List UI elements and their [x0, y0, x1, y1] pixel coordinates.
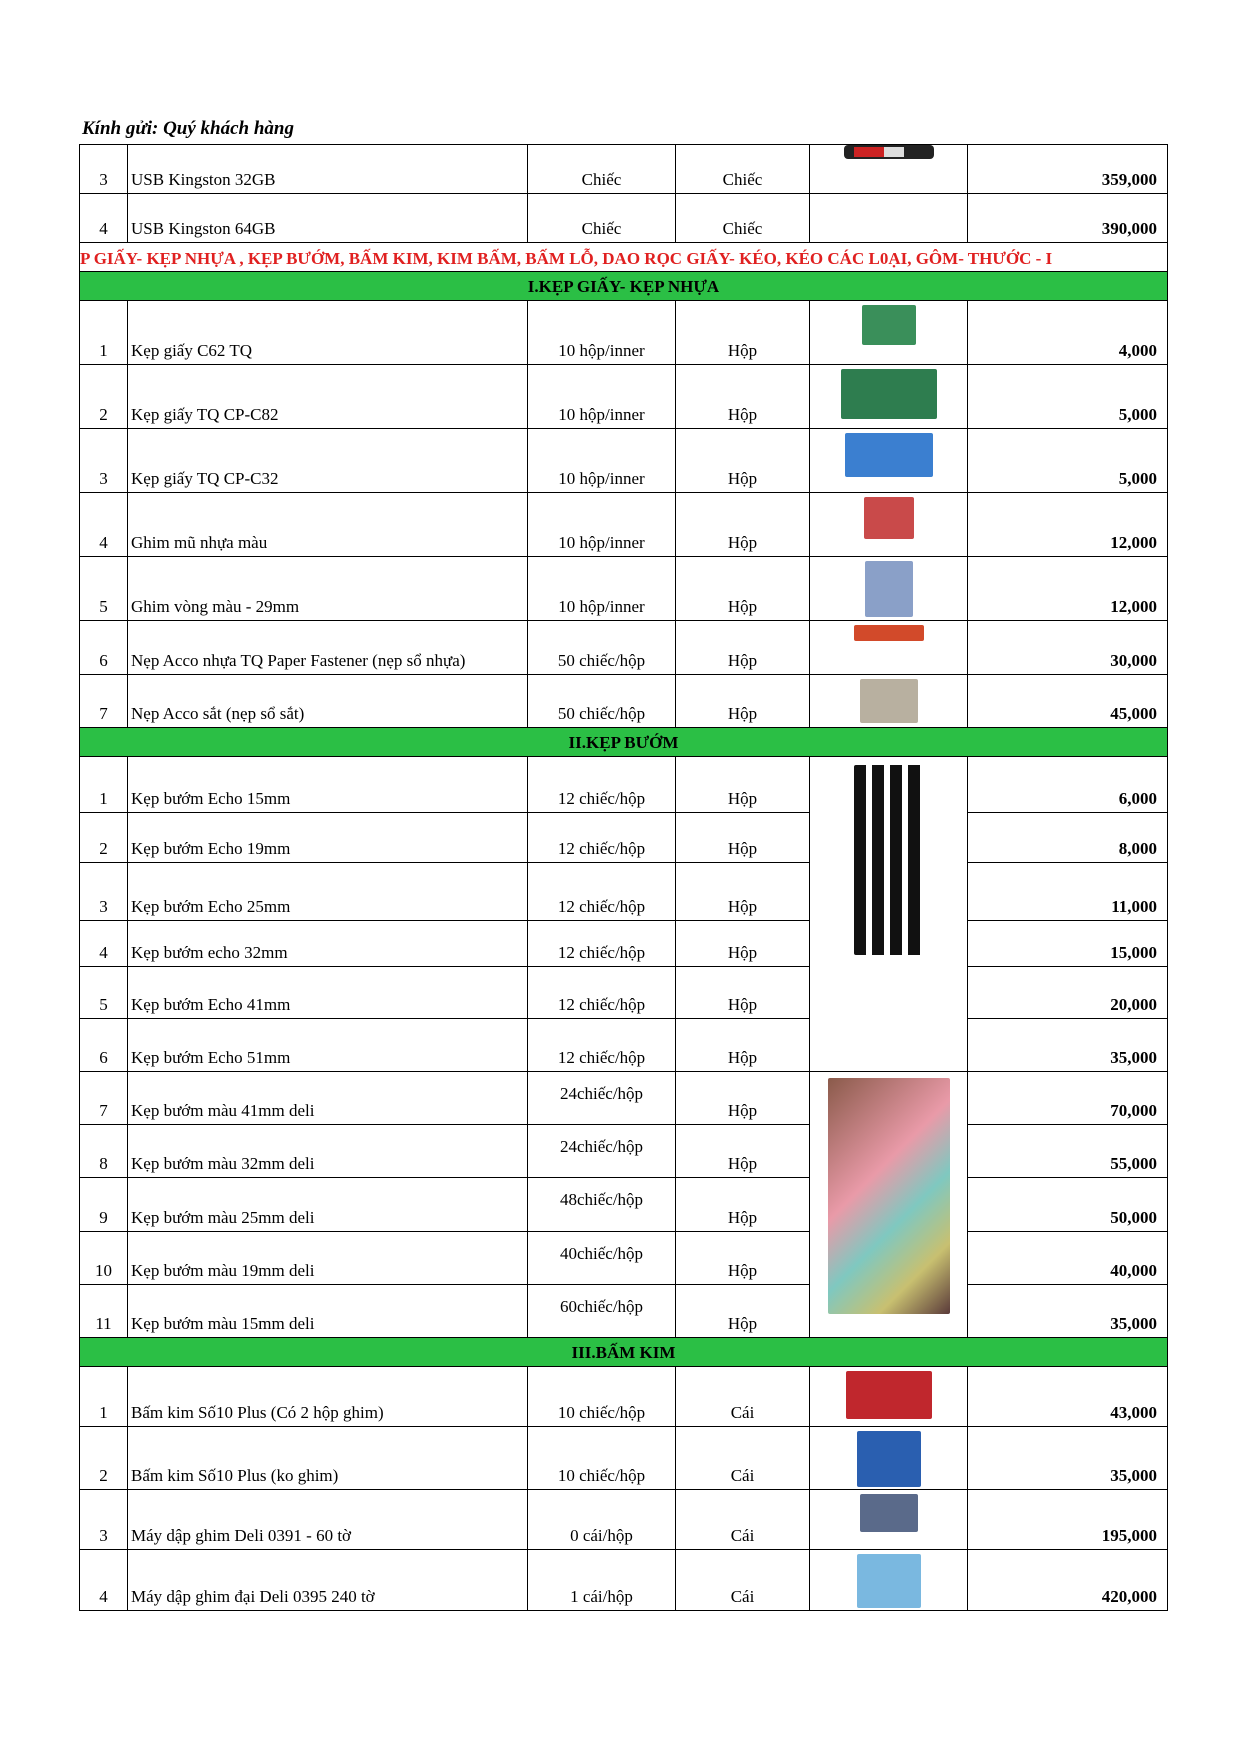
product-image-cell	[810, 557, 968, 621]
product-name: Máy dập ghim Deli 0391 - 60 tờ	[128, 1490, 528, 1550]
packing-spec: Chiếc	[528, 145, 676, 194]
product-image-cell	[810, 1550, 968, 1611]
unit: Chiếc	[676, 145, 810, 194]
table-row	[80, 1427, 1168, 1490]
row-number: 1	[80, 301, 128, 365]
table-row	[80, 194, 1168, 243]
product-name: Kẹp bướm Echo 51mm	[128, 1019, 528, 1072]
product-name: Kẹp bướm echo 32mm	[128, 921, 528, 967]
packing-spec: 12 chiếc/hộp	[528, 1019, 676, 1072]
price: 5,000	[968, 429, 1168, 493]
row-number: 6	[80, 1019, 128, 1072]
product-name: Kẹp bướm màu 32mm deli	[128, 1125, 528, 1178]
row-number: 6	[80, 621, 128, 675]
price: 50,000	[968, 1178, 1168, 1232]
product-image-cell	[810, 429, 968, 493]
product-name: USB Kingston 64GB	[128, 194, 528, 243]
packing-spec: 0 cái/hộp	[528, 1490, 676, 1550]
price: 8,000	[968, 813, 1168, 863]
price: 15,000	[968, 921, 1168, 967]
product-image-cell	[810, 194, 968, 243]
row-number: 4	[80, 194, 128, 243]
row-number: 2	[80, 365, 128, 429]
product-image	[864, 497, 914, 539]
unit: Cái	[676, 1367, 810, 1427]
price: 35,000	[968, 1019, 1168, 1072]
packing-spec: 40chiếc/hộp	[528, 1232, 676, 1285]
section-header-row	[80, 728, 1168, 757]
product-image-cell	[810, 675, 968, 728]
unit: Cái	[676, 1550, 810, 1611]
row-number: 3	[80, 1490, 128, 1550]
row-number: 2	[80, 813, 128, 863]
section-header-row	[80, 1338, 1168, 1367]
section-title: III.BẤM KIM	[80, 1338, 1168, 1367]
product-image-cell	[810, 493, 968, 557]
price: 195,000	[968, 1490, 1168, 1550]
unit: Hộp	[676, 813, 810, 863]
packing-spec: 12 chiếc/hộp	[528, 921, 676, 967]
product-name: Nẹp Acco nhựa TQ Paper Fastener (nẹp sổ nhựa)	[128, 621, 528, 675]
row-number: 11	[80, 1285, 128, 1338]
packing-spec: 24chiếc/hộp	[528, 1125, 676, 1178]
row-number: 10	[80, 1232, 128, 1285]
packing-spec: 1 cái/hộp	[528, 1550, 676, 1611]
packing-spec: 48chiếc/hộp	[528, 1178, 676, 1232]
unit: Hộp	[676, 493, 810, 557]
product-image	[865, 561, 913, 617]
row-number: 4	[80, 493, 128, 557]
price: 40,000	[968, 1232, 1168, 1285]
table-row	[80, 863, 1168, 921]
product-image	[862, 305, 916, 345]
table-row	[80, 675, 1168, 728]
unit: Hộp	[676, 1178, 810, 1232]
product-image	[845, 433, 933, 477]
product-name: Kẹp bướm Echo 41mm	[128, 967, 528, 1019]
table-row	[80, 301, 1168, 365]
packing-spec: 12 chiếc/hộp	[528, 757, 676, 813]
product-image	[854, 625, 924, 641]
product-name: Bấm kim Số10 Plus (ko ghim)	[128, 1427, 528, 1490]
table-row	[80, 365, 1168, 429]
product-name: Ghim vòng màu - 29mm	[128, 557, 528, 621]
price: 70,000	[968, 1072, 1168, 1125]
packing-spec: 10 hộp/inner	[528, 429, 676, 493]
price: 55,000	[968, 1125, 1168, 1178]
table-row	[80, 1490, 1168, 1550]
price: 5,000	[968, 365, 1168, 429]
unit: Hộp	[676, 1019, 810, 1072]
table-row	[80, 621, 1168, 675]
row-number: 4	[80, 921, 128, 967]
price: 6,000	[968, 757, 1168, 813]
row-number: 3	[80, 863, 128, 921]
product-name: Kẹp bướm Echo 19mm	[128, 813, 528, 863]
row-number: 4	[80, 1550, 128, 1611]
product-image-cell	[810, 301, 968, 365]
table-row	[80, 813, 1168, 863]
packing-spec: 12 chiếc/hộp	[528, 967, 676, 1019]
price: 43,000	[968, 1367, 1168, 1427]
table-row	[80, 757, 1168, 813]
product-name: Máy dập ghim đại Deli 0395 240 tờ	[128, 1550, 528, 1611]
price: 30,000	[968, 621, 1168, 675]
unit: Hộp	[676, 557, 810, 621]
row-number: 9	[80, 1178, 128, 1232]
product-name: Kẹp bướm Echo 15mm	[128, 757, 528, 813]
unit: Cái	[676, 1427, 810, 1490]
unit: Hộp	[676, 967, 810, 1019]
table-row	[80, 1019, 1168, 1072]
unit: Hộp	[676, 301, 810, 365]
table-row	[80, 557, 1168, 621]
unit: Hộp	[676, 863, 810, 921]
price: 390,000	[968, 194, 1168, 243]
unit: Cái	[676, 1490, 810, 1550]
product-name: Kẹp bướm màu 41mm deli	[128, 1072, 528, 1125]
category-banner-row	[80, 243, 1168, 272]
table-row	[80, 1072, 1168, 1125]
row-number: 7	[80, 675, 128, 728]
product-image-cell	[810, 1490, 968, 1550]
product-image-cell	[810, 621, 968, 675]
price: 35,000	[968, 1427, 1168, 1490]
table-row	[80, 493, 1168, 557]
price: 359,000	[968, 145, 1168, 194]
row-number: 1	[80, 1367, 128, 1427]
usb-image	[824, 145, 954, 165]
product-image	[857, 1554, 921, 1608]
product-image	[841, 369, 937, 419]
packing-spec: 10 chiếc/hộp	[528, 1367, 676, 1427]
price: 420,000	[968, 1550, 1168, 1611]
product-name: Kẹp bướm màu 19mm deli	[128, 1232, 528, 1285]
unit: Hộp	[676, 429, 810, 493]
row-number: 3	[80, 429, 128, 493]
packing-spec: 24chiếc/hộp	[528, 1072, 676, 1125]
price: 12,000	[968, 493, 1168, 557]
product-name: USB Kingston 32GB	[128, 145, 528, 194]
price: 11,000	[968, 863, 1168, 921]
unit: Hộp	[676, 1232, 810, 1285]
product-image	[860, 679, 918, 723]
packing-spec: 50 chiếc/hộp	[528, 621, 676, 675]
packing-spec: 10 hộp/inner	[528, 365, 676, 429]
table-row	[80, 1285, 1168, 1338]
product-image	[860, 1494, 918, 1532]
price: 35,000	[968, 1285, 1168, 1338]
product-image-cell	[810, 1367, 968, 1427]
product-name: Kẹp bướm Echo 25mm	[128, 863, 528, 921]
row-number: 1	[80, 757, 128, 813]
product-image	[828, 1078, 950, 1314]
unit: Hộp	[676, 757, 810, 813]
product-name: Kẹp bướm màu 25mm deli	[128, 1178, 528, 1232]
section-header-row	[80, 272, 1168, 301]
price: 12,000	[968, 557, 1168, 621]
row-number: 5	[80, 967, 128, 1019]
product-image-cell	[810, 757, 968, 1072]
packing-spec: 50 chiếc/hộp	[528, 675, 676, 728]
product-name: Bấm kim Số10 Plus (Có 2 hộp ghim)	[128, 1367, 528, 1427]
price: 20,000	[968, 967, 1168, 1019]
table-row	[80, 1550, 1168, 1611]
row-number: 2	[80, 1427, 128, 1490]
table-row	[80, 429, 1168, 493]
packing-spec: 10 hộp/inner	[528, 301, 676, 365]
category-banner: P GIẤY- KẸP NHỰA , KẸP BƯỚM, BẤM KIM, KIM BẤM, BẤM LỖ, DAO RỌC GIẤY- KÉO, KÉO CÁC L0ẠI, GÔM- THƯỚC - I	[80, 243, 1168, 272]
unit: Hộp	[676, 921, 810, 967]
row-number: 5	[80, 557, 128, 621]
product-name: Nẹp Acco sắt (nẹp sổ sắt)	[128, 675, 528, 728]
table-row	[80, 967, 1168, 1019]
table-row	[80, 145, 1168, 194]
row-number: 3	[80, 145, 128, 194]
table-row	[80, 1125, 1168, 1178]
greeting: Kính gửi: Quý khách hàng	[82, 118, 294, 139]
product-name: Kẹp giấy C62 TQ	[128, 301, 528, 365]
unit: Hộp	[676, 621, 810, 675]
product-name: Kẹp giấy TQ CP-C82	[128, 365, 528, 429]
table-row	[80, 1232, 1168, 1285]
packing-spec: 10 hộp/inner	[528, 493, 676, 557]
product-name: Kẹp giấy TQ CP-C32	[128, 429, 528, 493]
unit: Chiếc	[676, 194, 810, 243]
section-title: II.KẸP BƯỚM	[80, 728, 1168, 757]
table-row	[80, 921, 1168, 967]
row-number: 7	[80, 1072, 128, 1125]
table-row	[80, 1178, 1168, 1232]
row-number: 8	[80, 1125, 128, 1178]
product-name: Ghim mũ nhựa màu	[128, 493, 528, 557]
price: 45,000	[968, 675, 1168, 728]
table-row	[80, 1367, 1168, 1427]
price: 4,000	[968, 301, 1168, 365]
unit: Hộp	[676, 1072, 810, 1125]
product-image-cell	[810, 1072, 968, 1338]
product-name: Kẹp bướm màu 15mm deli	[128, 1285, 528, 1338]
product-image	[854, 765, 924, 955]
section-title: I.KẸP GIẤY- KẸP NHỰA	[80, 272, 1168, 301]
packing-spec: Chiếc	[528, 194, 676, 243]
price-table	[79, 144, 1168, 1611]
packing-spec: 60chiếc/hộp	[528, 1285, 676, 1338]
packing-spec: 10 chiếc/hộp	[528, 1427, 676, 1490]
product-image	[857, 1431, 921, 1487]
product-image	[846, 1371, 932, 1419]
unit: Hộp	[676, 1285, 810, 1338]
unit: Hộp	[676, 365, 810, 429]
unit: Hộp	[676, 675, 810, 728]
packing-spec: 10 hộp/inner	[528, 557, 676, 621]
packing-spec: 12 chiếc/hộp	[528, 813, 676, 863]
product-image-cell	[810, 145, 968, 194]
product-image-cell	[810, 1427, 968, 1490]
product-image-cell	[810, 365, 968, 429]
unit: Hộp	[676, 1125, 810, 1178]
packing-spec: 12 chiếc/hộp	[528, 863, 676, 921]
